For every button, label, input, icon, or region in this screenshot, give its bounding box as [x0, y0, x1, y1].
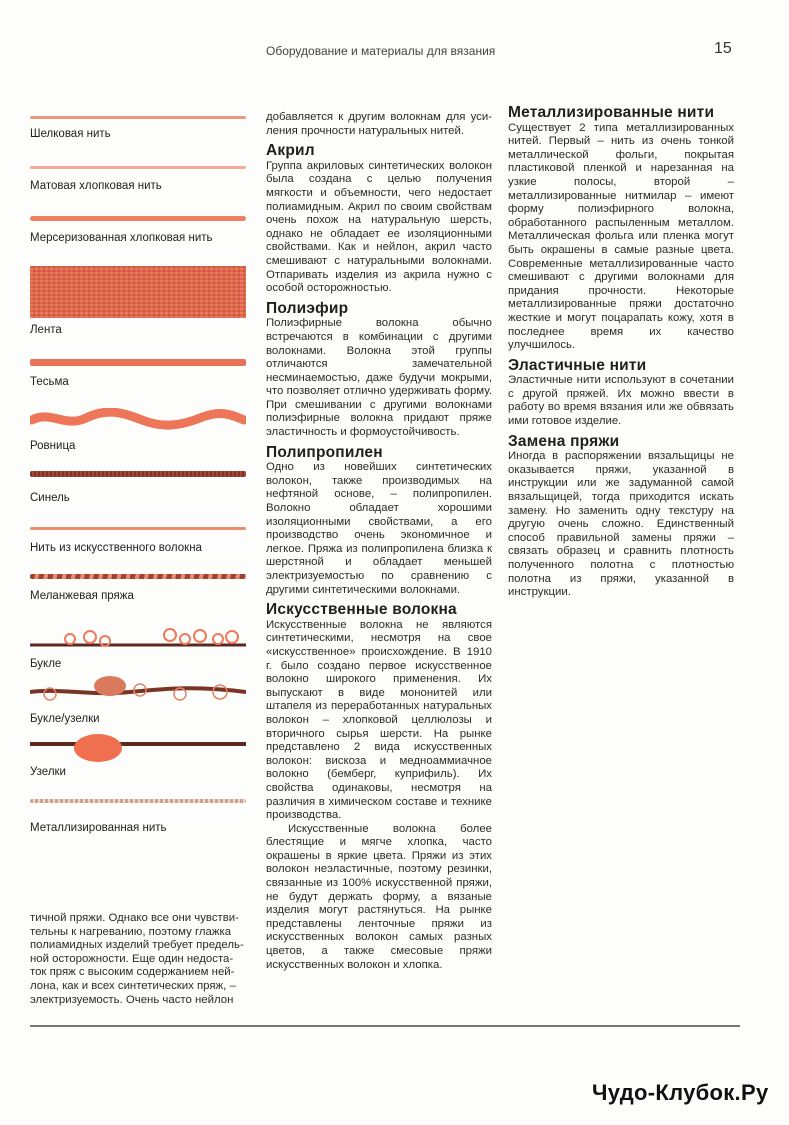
sample-label-knot: Узелки: [30, 766, 66, 778]
intro-paragraph: добавляется к другим волокнам для уси-ления прочности натуральных нитей.: [266, 111, 492, 137]
text-line: тичной пряжи. Однако все они чувстви-: [30, 912, 239, 924]
mercerized-cotton-yarn-sample: [30, 216, 246, 221]
sample-label-boucle: Букле: [30, 658, 62, 670]
matte-cotton-yarn-sample: [30, 166, 246, 169]
text-line: лона, как и всех синтетических пряж, –: [30, 979, 236, 992]
text-line: тельны к нагреванию, поэтому глажка: [30, 925, 232, 938]
silk-yarn-sample: [30, 116, 246, 119]
middle-column: [266, 111, 492, 972]
paragraph-metallic: Существует 2 типа металлизированных нитей. Первый – нить из очень тонкой металлической фольги, покрытая пластиковой пленкой и нарезанная на узкие полосы, второй – металлизированные нитмилар – имеют форму полиэфирного волокна, обработанного распыленным металлом. Металлическая фольга или пленка могут быть окрашены в самые разные цвета. Современные металлизированные часто смешивают с другими волокнами для придания прочности. Некоторые металлизированные пряжи достаточно жесткие и могут поцарапать кожу, хотя в последнее время их качество улучшилось.: [508, 121, 734, 352]
sample-label-chenille: Синель: [30, 492, 70, 504]
sample-label-roving: Ровница: [30, 440, 76, 452]
text-line: ной осторожности. Еще один недоста-: [30, 952, 234, 965]
heading-yarn-replacement: Замена пряжи: [508, 432, 620, 450]
sample-label-silk: Шелковая нить: [30, 128, 111, 140]
roving-yarn-sample: [30, 408, 246, 430]
paragraph-elastic: Эластичные нити используют в сочетании с другой пряжей. Их можно ввести в работу во время вязания или же обвязать ими готовое изделие.: [508, 374, 734, 428]
sample-label-ribbon: Лента: [30, 324, 62, 336]
page-number: 15: [714, 40, 732, 57]
chenille-yarn-sample: [30, 471, 246, 477]
sample-label-artificial: Нить из искусственного волокна: [30, 542, 202, 554]
metallic-yarn-sample: [30, 799, 246, 803]
sample-label-boucle-knot: Букле/узелки: [30, 713, 100, 725]
heading-elastic: Эластичные нити: [508, 356, 647, 374]
running-header: Оборудование и материалы для вязания: [266, 44, 496, 58]
artificial-fiber-yarn-sample: [30, 527, 246, 530]
tape-yarn-sample: [30, 359, 246, 366]
ribbon-yarn-sample: [30, 266, 246, 318]
heading-acrylic: Акрил: [266, 142, 315, 160]
bottom-rule: [30, 1025, 740, 1027]
left-column-text: [30, 912, 252, 1007]
boucle-yarn-sample: [30, 625, 246, 655]
paragraph-polypropylene: Одно из новейших синтетических волокон, также производимых на нефтяной основе, – полипропилен. Волокно обладает хорошими изоляционными свойствами, а его производство очень экономичное и легкое. Пряжа из полипропилена близка к шерстяной и обладает меньшей электризуемостью по сравнению с другими синтетическими волокнами.: [266, 461, 492, 596]
text-line: полиамидных изделий требует предель-: [30, 939, 244, 952]
paragraph-acrylic: Группа акриловых синтетических волокон была создана с целью получения мягкости и объемности, чего недостает полиамидным. Акрил по своим свойствам очень похож на натуральную шерсть, однако не обладает ее изоляционными свойствами. Как и нейлон, акрил часто смешивают с натуральными волокнами. Отпаривать изделия из акрила нужно с особой осторожностью.: [266, 159, 492, 295]
boucle-knot-yarn-sample: [30, 672, 246, 706]
paragraph-artificial-1: Искусственные волокна не являются синтетическими, несмотря на свое «искусственное» происхождение. В 1910 г. было создано первое искусственное волокно широкого применения. Их выпускают в виде мононитей или штапеля из переработанных натуральных волокон – хлопковой целлюлозы и вторичного сырья шерсти. На рынке представлено 2 вида искусственных волокон: вискоза и медноаммиачное волокно (бемберг, куприфиль). Их свойства одинаковы, несмотря на различия в химическом составе и технике производства.: [266, 618, 492, 822]
heading-metallic: Металлизированные нити: [508, 104, 715, 121]
paragraph-polyester: Полиэфирные волокна обычно встречаются в комбинации с другими волокнами. Волокна этой группы отличаются замечательной несминаемостью, даже будучи мокрыми, что позволяет отлично удерживать форму. При смешивании с другими волокнами полиэфирные волокна придают пряже эластичность и формоустойчивость.: [266, 317, 492, 439]
text-line: электризуемость. Очень часто нейлон: [30, 993, 234, 1006]
sample-label-tape: Тесьма: [30, 376, 69, 388]
heading-artificial-fibers: Искусственные волокна: [266, 601, 457, 619]
sample-label-matte-cotton: Матовая хлопковая нить: [30, 180, 162, 192]
sample-label-metallic: Металлизированная нить: [30, 822, 167, 834]
sample-label-mercerized: Мерсеризованная хлопковая нить: [30, 232, 213, 244]
heading-polyester: Полиэфир: [266, 299, 349, 317]
sample-label-melange: Меланжевая пряжа: [30, 590, 134, 602]
text-line: ток пряж с высоким содержанием ней-: [30, 966, 235, 979]
knot-yarn-sample: [30, 730, 246, 764]
paragraph-artificial-2: Искусственные волокна более блестящие и мягче хлопка, часто окрашены в яркие цвета. Пряжи из этих волокон неэластичные, поэтому резинки, связанные из 100% искусственной пряжи, не будут держать форму, а вязаные изделия могут растянуться. На рынке представлены ленточные пряжи из искусственных волокон самых разных цветов, а также смесовые пряжи искусственных волокон и хлопка.: [266, 822, 492, 971]
melange-yarn-sample: [30, 574, 246, 579]
site-watermark: Чудо-Клубок.Ру: [592, 1080, 769, 1105]
paragraph-yarn-replacement: Иногда в распоряжении вязальщицы не оказывается пряжи, указанной в инструкции или же задуманной самой вязальщицей, тогда приходится искать замену. Но заменить одну текстуру на другую очень сложно. Единственный способ правильной замены пряжи – связать образец и сравнить плотность полученного полотна с плотностью полотна из пряжи, указанной в инструкции.: [508, 450, 734, 599]
heading-polypropylene: Полипропилен: [266, 443, 383, 461]
right-column: [508, 106, 734, 600]
